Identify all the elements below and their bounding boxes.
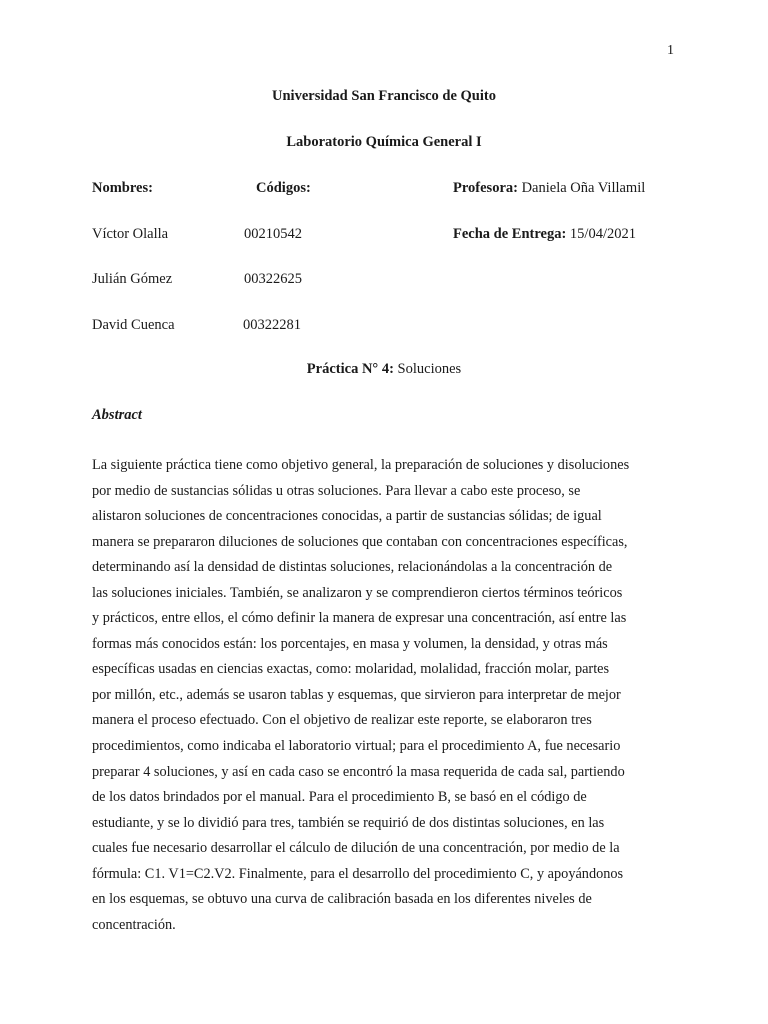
abstract-heading: Abstract [92, 407, 142, 423]
abstract-line: por millón, etc., además se usaron tablas y esquemas, que sirvieron para interpretar de mejor [92, 686, 621, 703]
practice-label: Práctica N° 4: [306, 361, 394, 377]
abstract-line: fórmula: C1. V1=C2.V2. Finalmente, para el desarrollo del procedimiento C, y apoyándonos [92, 865, 624, 882]
student-name-1: Víctor Olalla [92, 226, 169, 242]
date-label: Fecha de Entrega: [453, 226, 567, 242]
course-title: Laboratorio Química General I [286, 134, 482, 150]
abstract-line: por medio de sustancias sólidas u otras soluciones. Para llevar a cabo este proceso, se [92, 482, 581, 499]
professor-name: Daniela Oña Villamil [521, 180, 646, 196]
abstract-line: estudiante, y se lo dividió para tres, también se requirió de dos distintas soluciones, en las [92, 814, 605, 831]
abstract-line: preparar 4 soluciones, y así en cada caso se encontró la masa requerida de cada sal, partiendo [92, 763, 625, 780]
student-name-3: David Cuenca [92, 317, 175, 333]
abstract-line: de los datos brindados por el manual. Para el procedimiento B, se basó en el código de [92, 789, 587, 806]
student-name-2: Julián Gómez [92, 271, 173, 287]
abstract-line: formas más conocidos están: los porcentajes, en masa y volumen, la densidad, y otras más [92, 635, 608, 652]
practice-title [0, 361, 768, 378]
abstract-line: concentración. [92, 916, 176, 933]
date-value: 15/04/2021 [569, 226, 636, 242]
abstract-line: La siguiente práctica tiene como objetivo general, la preparación de soluciones y disoluciones [92, 457, 630, 473]
abstract-line: manera se prepararon diluciones de soluciones que contaban con concentraciones específicas, [92, 533, 628, 550]
names-label: Nombres: [92, 180, 153, 196]
abstract-body [92, 453, 678, 938]
university-title: Universidad San Francisco de Quito [272, 88, 496, 104]
codes-label: Códigos: [256, 180, 311, 196]
professor-label: Profesora: [453, 180, 518, 196]
page-number: 1 [667, 43, 674, 58]
abstract-line: alistaron soluciones de concentraciones conocidas, a partir de sustancias sólidas; de igual [92, 508, 602, 525]
abstract-line: manera el proceso efectuado. Con el objetivo de realizar este reporte, se elaboraron tres [92, 712, 592, 729]
abstract-line: procedimientos, como indicaba el laboratorio virtual; para el procedimiento A, fue necesario [92, 738, 621, 755]
abstract-line: en los esquemas, se obtuvo una curva de calibración basada en los diferentes niveles de [92, 891, 592, 908]
student-code-1: 00210542 [244, 226, 302, 242]
abstract-line: cuales fue necesario desarrollar el cálculo de dilución de una concentración, por medio de la [92, 840, 620, 857]
abstract-line: determinando así la densidad de distintas soluciones, relacionándolas a la concentración de [92, 559, 613, 576]
student-code-3: 00322281 [243, 317, 301, 333]
date-field [453, 226, 636, 243]
student-code-2: 00322625 [244, 271, 302, 287]
practice-name: Soluciones [397, 361, 462, 377]
abstract-line: específicas usadas en ciencias exactas, como: molaridad, molalidad, fracción molar, partes [92, 661, 610, 678]
abstract-line: las soluciones iniciales. También, se analizaron y se comprendieron ciertos términos teóricos [92, 584, 623, 601]
professor-field [453, 180, 645, 197]
abstract-line: y prácticos, entre ellos, el cómo definir la manera de expresar una concentración, así entre las [92, 610, 627, 627]
